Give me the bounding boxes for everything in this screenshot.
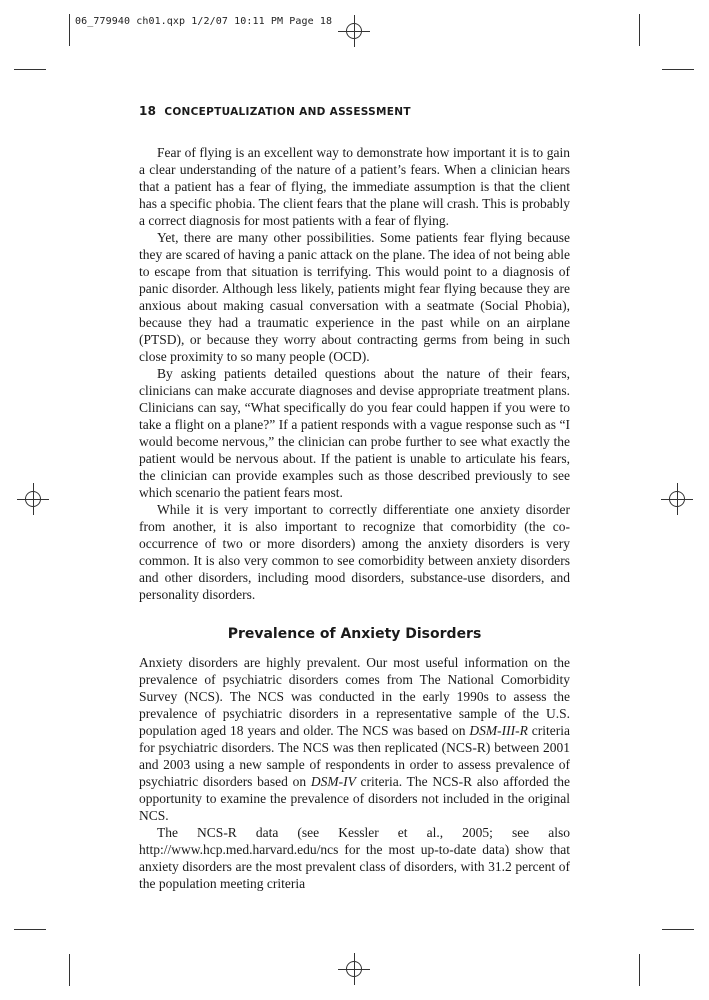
registration-mark-bottom [338, 953, 370, 985]
text-run: criteria. The NCS-R also afforded the opportunity to examine the prevalence of disorders not included in the original NCS. [139, 774, 570, 823]
paragraph: While it is very important to correctly differentiate one anxiety disorder from another, it is also important to recognize that comorbidity (the co-occurrence of two or more disorders) among the anxiety disorders is very common. It is also very common to see comorbidity between anxiety disorders and other disorders, including mood disorders, substance-use disorders, and personality disorders. [139, 502, 570, 602]
crop-mark-bottom-right-horizontal [662, 929, 694, 930]
crop-mark-top-right-horizontal [662, 69, 694, 70]
crop-mark-bottom-left-horizontal [14, 929, 46, 930]
page-body [139, 144, 570, 892]
paragraph: Fear of flying is an excellent way to demonstrate how important it is to gain a clear understanding of the nature of a patient’s fears. When a clinician hears that a patient has a fear of flying, the immediate assumption is that the client has a specific phobia. The client fears that the plane will crash. This is probably a correct diagnosis for most patients with a fear of flying. [139, 145, 570, 228]
section-heading: Prevalence of Anxiety Disorders [227, 626, 482, 642]
crop-mark-bottom-right-vertical [639, 954, 640, 986]
registration-mark-top [338, 15, 370, 47]
crop-mark-top-left-vertical [69, 14, 70, 46]
running-head [139, 104, 411, 118]
registration-mark-right [661, 483, 693, 515]
crop-mark-top-left-horizontal [14, 69, 46, 70]
print-slug: 06_779940 ch01.qxp 1/2/07 10:11 PM Page 18 [75, 16, 333, 27]
text-run: Anxiety disorders are highly prevalent. Our most useful information on the prevalence of psychiatric disorders comes from The National Comorbidity Survey (NCS). The NCS was conducted in the early 1990s to assess the prevalence of psychiatric disorders in a representative sample of the U.S. population aged 18 years and older. The NCS was based on [139, 655, 570, 738]
registration-mark-left [17, 483, 49, 515]
paragraph: By asking patients detailed questions about the nature of their fears, clinicians can make accurate diagnoses and devise appropriate treatment plans. Clinicians can say, “What specifically do you fear could happen if you were to take a flight on a plane?” If a patient responds with a vague response such as “I would become nervous,” the clinician can probe further to see what exactly the patient would be nervous about. If the patient is unable to articulate his fears, the clinician can provide examples such as those described previously to see which scenario the patient fears most. [139, 366, 570, 500]
italic-text-run: DSM-IV [310, 774, 356, 789]
italic-text-run: DSM-III-R [469, 723, 528, 738]
paragraph: The NCS-R data (see Kessler et al., 2005; see also http://www.hcp.med.harvard.edu/ncs for the most up-to-date data) show that anxiety disorders are the most prevalent class of disorders, with 31.2 percent of the population meeting criteria [139, 825, 570, 891]
crop-mark-top-right-vertical [639, 14, 640, 46]
crop-mark-bottom-left-vertical [69, 954, 70, 986]
paragraph: Yet, there are many other possibilities. Some patients fear flying because they are scared of having a panic attack on the plane. The idea of not being able to escape from that situation is terrifying. This would point to a diagnosis of panic disorder. Although less likely, patients might fear flying because they are anxious about making casual conversation with a seatmate (Social Phobia), because they had a traumatic experience in the past while on an airplane (PTSD), or because they worry about contracting germs from being in such close proximity to so many people (OCD). [139, 230, 570, 364]
running-head-title: CONCEPTUALIZATION AND ASSESSMENT [164, 106, 411, 118]
text-run: criteria for psychiatric disorders. The NCS was then replicated (NCS-R) between 2001 and 2003 using a new sample of respondents in order to assess prevalence of psychiatric disorders based on [139, 723, 570, 789]
page-number: 18 [139, 104, 157, 118]
paragraph [139, 654, 570, 824]
